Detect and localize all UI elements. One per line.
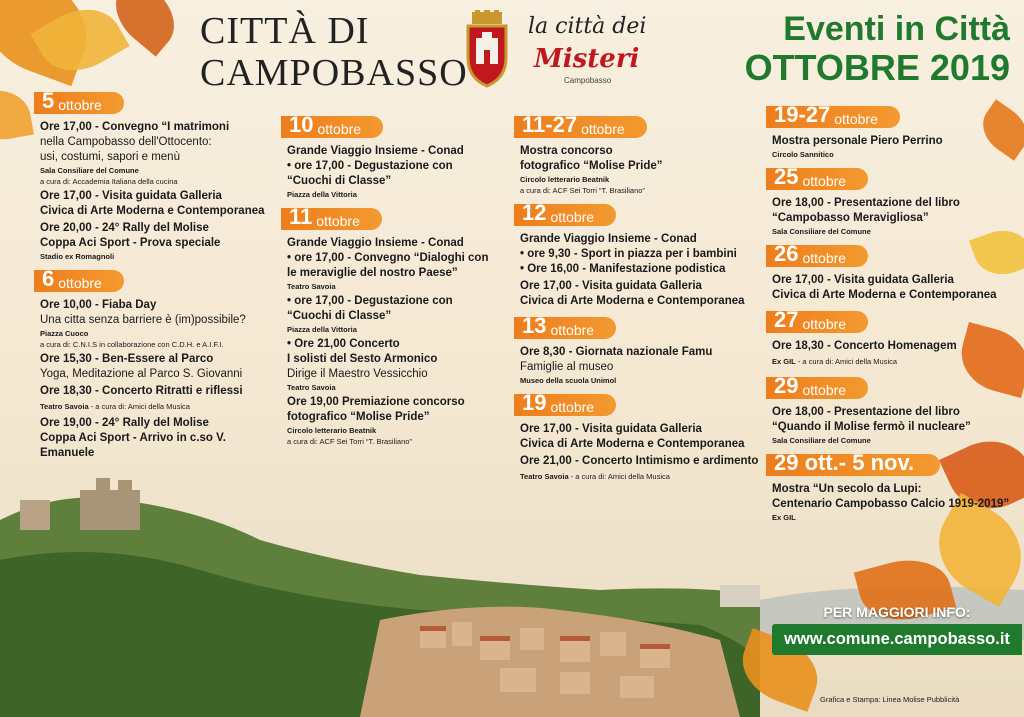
city-title (200, 10, 468, 94)
day-tag (514, 313, 616, 339)
event-title: • ore 17,00 - Degustazione con (287, 160, 453, 172)
event-title: Grande Viaggio Insieme - Conad (287, 145, 464, 157)
event-item (287, 236, 512, 292)
events-column-1 (40, 84, 275, 461)
event-title: Coppa Aci Sport - Prova speciale (40, 237, 221, 249)
event-title: “Cuochi di Classe” (287, 310, 392, 322)
event-item (40, 352, 275, 382)
event-organizer: a cura di: ACF Sei Torri “T. Brasiliano” (520, 186, 645, 195)
info-label: PER MAGGIORI INFO: (823, 604, 971, 620)
event-title: Coppa Aci Sport - Arrivo in c.so V. Emanuele (40, 432, 226, 459)
website-link[interactable]: www.comune.campobasso.it (772, 624, 1022, 655)
day-month: ottobre (550, 322, 595, 338)
info-box (772, 604, 1022, 655)
event-title: Ore 20,00 - 24° Rally del Molise (40, 222, 209, 234)
day-month: ottobre (317, 121, 362, 137)
day-tag (281, 112, 383, 138)
event-organizer: - a cura di: Amici della Musica (795, 357, 898, 366)
events-column-2 (287, 108, 512, 447)
event-title: “Quando il Molise fermò il nucleare” (772, 421, 971, 433)
event-title: Ore 19,00 - 24° Rally del Molise (40, 417, 209, 429)
event-item (40, 221, 275, 262)
event-title: Mostra “Un secolo da Lupi: (772, 483, 922, 495)
event-item (40, 189, 275, 219)
event-title: Ore 18,30 - Concerto Ritratti e riflessi (40, 385, 243, 397)
event-title: Civica di Arte Moderna e Contemporanea (40, 205, 265, 217)
day-tag (766, 164, 868, 190)
event-venue: Teatro Savoia (40, 402, 89, 411)
day-month: ottobre (550, 209, 595, 225)
day-tag (766, 241, 868, 267)
event-title: Ore 21,00 - Concerto Intimismo e ardimento (520, 455, 759, 467)
event-item (772, 482, 1012, 523)
day-month: ottobre (316, 213, 360, 229)
event-subtitle: usi, costumi, sapori e menù (40, 151, 180, 163)
event-venue: Circolo letterario Beatnik (520, 175, 610, 184)
day-month: ottobre (581, 121, 625, 137)
day-number: 27 (774, 307, 799, 332)
event-title: Civica di Arte Moderna e Contemporanea (520, 438, 745, 450)
day-number: 25 (774, 164, 799, 189)
day-number: 29 ott.- 5 nov. (774, 450, 915, 475)
day-tag (514, 112, 647, 138)
event-item (772, 134, 1012, 160)
event-title: Centenario Campobasso Calcio 1919-2019” (772, 498, 1010, 510)
event-title: Ore 17,00 - Visita guidata Galleria (40, 190, 222, 202)
day-number: 10 (289, 112, 314, 137)
event-title: “Campobasso Meravigliosa” (772, 212, 929, 224)
day-number: 5 (42, 88, 55, 113)
day-month: ottobre (802, 250, 847, 266)
event-venue: Sala Consiliare del Comune (772, 436, 871, 445)
event-subtitle: Yoga, Meditazione al Parco S. Giovanni (40, 368, 243, 380)
day-number: 26 (774, 241, 799, 266)
day-tag (34, 88, 124, 114)
day-month: ottobre (550, 399, 595, 415)
day-number: 29 (774, 373, 799, 398)
day-month: ottobre (802, 316, 847, 332)
misteri-logo-line3: Campobasso (564, 76, 612, 85)
day-tag (281, 204, 382, 230)
events-column-3 (520, 108, 760, 484)
misteri-logo (524, 12, 664, 88)
event-organizer: - a cura di: Amici della Musica (568, 472, 670, 481)
event-title: Ore 17,00 - Visita guidata Galleria (772, 274, 954, 286)
day-tag (766, 450, 940, 476)
event-venue: Circolo Sannitico (772, 150, 834, 159)
event-title: Ore 19,00 Premiazione concorso (287, 396, 465, 408)
event-title: • ore 9,30 - Sport in piazza per i bambini (520, 248, 737, 260)
event-venue: Sala Consiliare del Comune (772, 227, 871, 236)
misteri-logo-line1: la città dei (528, 14, 647, 39)
event-item (40, 384, 275, 414)
event-venue: Museo della scuola Unimol (520, 376, 617, 385)
event-title: Ore 18,00 - Presentazione del libro (772, 406, 960, 418)
day-tag (514, 390, 616, 416)
event-item (772, 196, 1012, 237)
event-title: Civica di Arte Moderna e Contemporanea (520, 295, 745, 307)
day-month: ottobre (58, 97, 102, 113)
event-venue: Ex GIL (772, 513, 796, 522)
day-number: 11 (289, 204, 313, 229)
event-title: Grande Viaggio Insieme - Conad (287, 237, 464, 249)
event-title: Ore 17,00 - Visita guidata Galleria (520, 280, 702, 292)
event-title: Ore 10,00 - Fiaba Day (40, 299, 157, 311)
event-item (287, 395, 512, 447)
event-venue: Piazza Cuoco (40, 329, 89, 338)
event-title: Ore 18,30 - Concerto Homenagem (772, 340, 957, 352)
day-number: 19-27 (774, 102, 831, 127)
event-item (772, 405, 1012, 446)
event-venue: Piazza della Vittoria (287, 190, 357, 199)
event-title: • Ore 16,00 - Manifestazione podistica (520, 263, 726, 275)
event-item (40, 298, 275, 350)
event-title: Ore 18,00 - Presentazione del libro (772, 197, 960, 209)
day-tag (766, 373, 868, 399)
day-number: 11-27 (522, 112, 578, 137)
event-item (772, 273, 1012, 303)
event-title: I solisti del Sesto Armonico (287, 353, 438, 365)
poster-title-line1: Eventi in Città (783, 10, 1010, 48)
event-title: Ore 17,00 - Visita guidata Galleria (520, 423, 702, 435)
day-tag (766, 307, 868, 333)
event-venue: Teatro Savoia (287, 383, 336, 392)
day-month: ottobre (802, 382, 847, 398)
event-item (520, 232, 760, 277)
event-title: Mostra concorso (520, 145, 613, 157)
day-tag (34, 266, 124, 292)
city-title-line1: CITTÀ DI (200, 10, 370, 52)
event-item (520, 454, 760, 484)
event-venue: Stadio ex Romagnoli (40, 252, 115, 261)
event-item (287, 337, 512, 393)
event-title: Civica di Arte Moderna e Contemporanea (772, 289, 997, 301)
day-tag (514, 200, 616, 226)
event-subtitle: nella Campobasso dell'Ottocento: (40, 136, 212, 148)
event-item (772, 339, 1012, 369)
event-item (40, 416, 275, 461)
event-subtitle: Una citta senza barriere è (im)possibile? (40, 314, 246, 326)
event-venue: Teatro Savoia (520, 472, 569, 481)
event-title: “Cuochi di Classe” (287, 175, 392, 187)
day-number: 6 (42, 266, 55, 291)
day-month: ottobre (802, 173, 847, 189)
day-tag (766, 102, 900, 128)
event-item (520, 422, 760, 452)
day-number: 12 (522, 200, 547, 225)
event-venue: Piazza della Vittoria (287, 325, 357, 334)
event-title: • Ore 21,00 Concerto (287, 338, 400, 350)
event-item (287, 294, 512, 335)
event-venue: Sala Consiliare del Comune (40, 166, 139, 175)
event-title: Ore 8,30 - Giornata nazionale Famu (520, 346, 713, 358)
event-title: fotografico “Molise Pride” (520, 160, 663, 172)
event-title: fotografico “Molise Pride” (287, 411, 430, 423)
event-title: le meraviglie del nostro Paese” (287, 267, 458, 279)
event-item (287, 144, 512, 200)
day-month: ottobre (58, 275, 102, 291)
day-number: 13 (522, 313, 547, 338)
event-organizer: a cura di: ACF Sei Torri “T. Brasiliano” (287, 437, 412, 446)
event-subtitle: Famiglie al museo (520, 361, 614, 373)
event-venue: Circolo letterario Beatnik (287, 426, 377, 435)
poster-title (745, 10, 1010, 88)
event-organizer: - a cura di: Amici della Musica (88, 402, 190, 411)
credits-text: Grafica e Stampa: Linea Molise Pubblicità (820, 695, 960, 704)
event-subtitle: Dirige il Maestro Vessicchio (287, 368, 428, 380)
event-title: Ore 17,00 - Convegno “I matrimoni (40, 121, 230, 133)
event-item (40, 120, 275, 187)
event-venue: Ex GIL (772, 357, 796, 366)
day-month: ottobre (834, 111, 878, 127)
city-title-line2: CAMPOBASSO (200, 52, 468, 94)
city-crest-icon (462, 10, 512, 88)
event-title: Grande Viaggio Insieme - Conad (520, 233, 697, 245)
event-item (520, 144, 760, 196)
poster-title-line2: OTTOBRE 2019 (744, 47, 1010, 88)
event-title: Mostra personale Piero Perrino (772, 135, 943, 147)
event-title: • ore 17,00 - Convegno “Dialoghi con (287, 252, 489, 264)
event-title: • ore 17,00 - Degustazione con (287, 295, 453, 307)
event-title: Ore 15,30 - Ben-Essere al Parco (40, 353, 214, 365)
event-organizer: a cura di: Accademia Italiana della cucina (40, 177, 178, 186)
misteri-logo-line2: Misteri (534, 44, 640, 74)
day-number: 19 (522, 390, 547, 415)
events-column-4 (772, 98, 1012, 523)
event-item (520, 279, 760, 309)
event-organizer: a cura di: C.N.I.S in collaborazione con C.D.H. e A.I.F.I. (40, 340, 224, 349)
event-item (520, 345, 760, 386)
event-venue: Teatro Savoia (287, 282, 336, 291)
